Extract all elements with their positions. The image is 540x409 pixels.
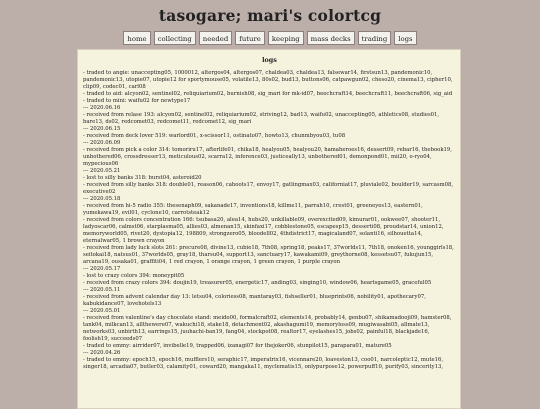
logs-heading: logs <box>262 56 277 64</box>
log-entry: --- 2020.05.17 <box>83 266 121 272</box>
log-entry: - received from pick a color 314: tomoriru17, afterlife01, chika18, healyou05, healyou20, hamaheroes16, dessert09, rebar16, thebook19, unbothered06, crossdresser13, meticulous02, scarra12, inference03, justiceally13, unbothered01, demonpond01, mii20, o-ryo04, mypecious06 <box>83 147 452 167</box>
log-entry: - received from relase 193: alcyon02, sentinel02, reliquiarium02, striving12, bad13, waifu02, unaccepting05, athletics08, studies01, bare13, ds02, redcomet03, redcomet11, redcomet12, sig_mari <box>83 112 440 125</box>
nav-home-button[interactable]: home <box>123 31 150 45</box>
log-entry: --- 2020.06.09 <box>83 140 121 146</box>
log-entry: - traded to emmy: airrider07, invibelle19, trapped06, izanagi07 for thejoker06, stunpilot15, parapara01, mature05 <box>83 343 392 349</box>
log-entry: --- 2020.06.15 <box>83 126 121 132</box>
log-entry: - received from lady luck slots 261: precure08, divine13, cubie18, 7th08, spring18, peaks17, 37worlds11, 7th18, onoken16, younggirls18, seitokai18, natsus01, 37worlds05, gray18, tharsu04, support13, sanctuary17, kawakami09, greythorne08, kessetsu07, fukujun15, arcana19, ousaka01, graffiti04, 1 red crayon, 1 orange crayon, 1 green crayon, 1 purple crayon <box>83 245 454 265</box>
log-entry: --- 2020.04.26 <box>83 350 121 356</box>
nav-collecting-button[interactable]: collecting <box>154 31 196 45</box>
logs-panel <box>77 49 461 409</box>
log-entry: - traded to angie: unaccepting05, 1000012, altergos04, altergos07, chaldea03, chaldea13, falsewar14, firstsun13, pandemonic10, pandemonic13, utopie07, utopie12 for sportymouse05, volatile13, 80s02, bud13, buttons06, catpawgun02, cheso20, cinema13, cipher10, clip09, codec01, carl08 <box>83 70 453 90</box>
log-entry: --- 2020.05.01 <box>83 308 121 314</box>
log-entry: - received from silly banks 318: double01, reason06, cahoots17, envoy17, gatlingmax03, californiat17, pluviale02, boulder19, sarcasm08, executive02 <box>83 182 454 195</box>
main-nav <box>0 31 540 48</box>
log-entry: - received from crazy colors 394: doujin19, treasurer05, energetic17, anding03, singing10, window06, heartsgame05, graceful05 <box>83 280 432 286</box>
log-entry: - received from deck lover 519: warlord01, x-scissor11, ostinato07, howto13, chunmbyou03, tu08 <box>83 133 346 139</box>
log-entry: --- 2020.05.21 <box>83 168 121 174</box>
nav-mass-decks-button[interactable]: mass decks <box>307 31 355 45</box>
nav-needed-button[interactable]: needed <box>199 31 233 45</box>
log-entry: - received from advent calendar day 13: letsu04, coloriess08, mantaray03, fishseller01, blueprints06, nobility01, apothecary07, kabukidance07, lovehotels13 <box>83 294 426 307</box>
page-title: tasogare; mari's colortcg <box>158 6 382 25</box>
log-entry: - traded to aid: alcyon02, sentinel02, reliquiarium02, burnish08, sig_mari for mk-id07, beechcraft14, beechcraft11, beechcraft06, sig_aid <box>83 91 453 97</box>
log-entry: - received from hi-5 radio 355: thesenaph09, sakanade17, inventions18, killme11, parrah10, crest01, greeneyes13, eastern01, yumekawa19, evil01, cyclone10, carrotsteak12 <box>83 203 423 216</box>
nav-keeping-button[interactable]: keeping <box>268 31 304 45</box>
nav-future-button[interactable]: future <box>235 31 265 45</box>
log-entries <box>83 70 456 371</box>
log-entry: - traded to emmy: epoch15, epoch16, mufflers10, seraphic17, imperatrix16, vicennare20, loaveston13, coo01, narcoleptic12, mute16, singer18, arcadia07, butler03, calamity01, coward20, mangaka11, myclematis15, onlypurpose12, powerpuff10, purify03, sincerity13, <box>83 357 444 370</box>
log-entry: --- 2020.06.16 <box>83 105 121 111</box>
log-entry: - lost to crazy colors 394: moneypit05 <box>83 273 185 279</box>
nav-trading-button[interactable]: trading <box>358 31 392 45</box>
log-entry: --- 2020.05.11 <box>83 287 121 293</box>
log-entry: - lost to silly banks 318: burst04, asteroid20 <box>83 175 202 181</box>
log-entry: - traded to mini: waifu02 for newtype17 <box>83 98 191 104</box>
log-entry: - received from colors concentration 166: tsubasa20, alea14, hubs20, unkillable09, overexcited09, kimurar01, ookwee07, shooter11, ladyoscar06, calmst06, starplasma05, allies03, almenan15, skinfaxi17, cobblestone05, escapesp15, desserti08, proudstar14, union12, memoryworld05, rivet20, dystopia12, 198809, strongzero05, bloodell02, 4thdistrict17, magicaland07, solanti16, silhouetta14, eternalwar05, 1 brown crayon <box>83 217 444 244</box>
log-entry: - received from valentine's day chocolate stand: meido00, formalcraft02, elements14, probably14, genbu07, shikamadooji09, hamster08, tank04, milkcan13, allthewere07, wakuchi18, stake18, detachment02, akashagumi19, memoryloss09, mugiwasabi05, allmate13, networks03, unbirth13, earrings15, juuhachi-ban19, fang04, stockpot08, realtor17, eyelashes15, jobs02, painful18, blackjade16, foolish19, succeeds07 <box>83 315 452 342</box>
log-entry: --- 2020.05.18 <box>83 196 121 202</box>
nav-logs-button[interactable]: logs <box>394 31 416 45</box>
